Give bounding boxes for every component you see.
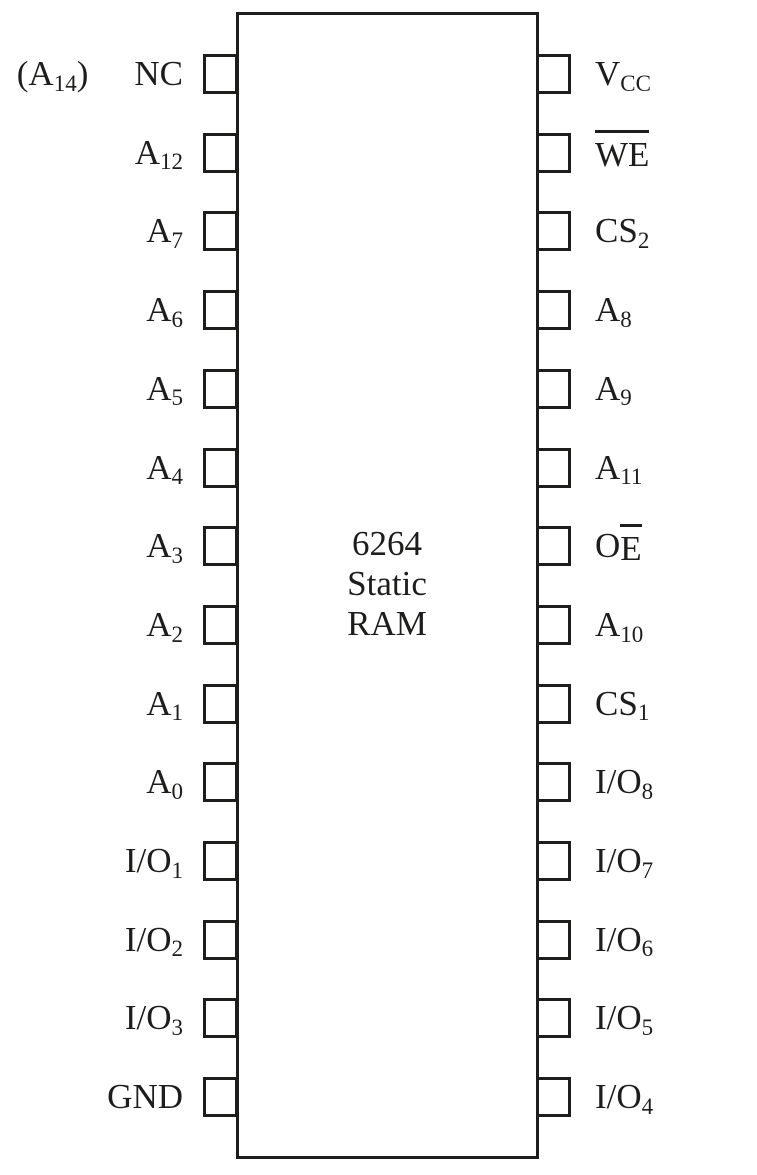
- pin-box-cs2: [536, 211, 571, 251]
- pin-box-we: [536, 133, 571, 173]
- pin-box-a4: [203, 448, 238, 488]
- pin-box-a7: [203, 211, 238, 251]
- pin-box-a2: [203, 605, 238, 645]
- pin-box-io7: [536, 841, 571, 881]
- pin-label-vcc: V CC: [595, 54, 651, 96]
- label-text: I/O: [124, 841, 172, 880]
- label-text: A: [595, 368, 621, 408]
- pin-label-a7: A 7: [146, 211, 183, 254]
- label-text: I/O: [595, 919, 642, 959]
- pin-label-a4: A 4: [146, 447, 183, 490]
- pin-box-a8: [536, 290, 571, 330]
- label-text: I/O: [595, 1077, 642, 1117]
- pin-label-a12: A 12: [134, 132, 183, 175]
- pin-box-vcc: [536, 54, 571, 94]
- chip-title-line-1: 6264: [352, 524, 422, 563]
- pin-box-oe: [536, 526, 571, 566]
- pin-label-a3: A 3: [146, 526, 183, 568]
- pin-box-a0: [203, 762, 238, 802]
- pin-label-io2: I/O 2: [124, 919, 183, 962]
- pin-box-io6: [536, 920, 571, 960]
- pin-label-a11: A 11: [595, 447, 643, 490]
- label-text: V: [595, 54, 621, 93]
- pin-label-io6: I/O 6: [595, 919, 654, 962]
- chip-title: [237, 524, 537, 644]
- pin-label-cs2: CS 2: [595, 211, 650, 254]
- pin-box-a6: [203, 290, 238, 330]
- label-text: O: [595, 526, 621, 566]
- chip-title-line-3: RAM: [347, 604, 427, 643]
- pin-box-nc: [203, 54, 238, 94]
- pin-box-a9: [536, 369, 571, 409]
- label-text: I/O: [595, 841, 642, 880]
- pin-box-a3: [203, 526, 238, 566]
- pin-label-io3: I/O 3: [124, 998, 183, 1041]
- label-text: A: [595, 604, 621, 644]
- label-text: NC: [134, 54, 183, 93]
- pin-box-io1: [203, 841, 238, 881]
- pin-label-io4: I/O 4: [595, 1077, 654, 1119]
- label-text: A: [146, 762, 172, 802]
- label-overline-text: WE: [595, 130, 649, 175]
- pin-label-io7: I/O 7: [595, 841, 654, 883]
- chip-title-line-2: Static: [347, 564, 427, 603]
- label-text: CS: [595, 211, 638, 251]
- pin-label-cs1: CS 1: [595, 683, 650, 726]
- label-text: A: [146, 526, 172, 566]
- pin-label-a9: A 9: [595, 368, 632, 411]
- pin-label-oe: [595, 524, 757, 568]
- label-overline-text: E: [620, 524, 641, 569]
- pin-box-io5: [536, 998, 571, 1038]
- label-text: (A: [16, 54, 54, 93]
- label-spacer: [88, 74, 134, 75]
- pin-box-io3: [203, 998, 238, 1038]
- pin-box-a1: [203, 684, 238, 724]
- label-text: CS: [595, 683, 638, 723]
- pin-label-we: [595, 131, 757, 175]
- label-text: A: [595, 290, 621, 330]
- pin-box-a10: [536, 605, 571, 645]
- label-text: A: [595, 447, 621, 487]
- pin-box-a11: [536, 448, 571, 488]
- label-text: A: [146, 211, 172, 251]
- pin-label-io1: I/O 1: [124, 841, 183, 883]
- label-text: A: [146, 604, 172, 644]
- pin-box-gnd: [203, 1077, 238, 1117]
- pin-label-a8: A 8: [595, 290, 632, 332]
- label-text: I/O: [595, 998, 642, 1038]
- pin-label-io8: I/O 8: [595, 762, 654, 804]
- label-text: A: [146, 683, 172, 723]
- pin-label-a1: A 1: [146, 683, 183, 726]
- pin-box-io8: [536, 762, 571, 802]
- label-text: I/O: [124, 998, 172, 1038]
- label-text: I/O: [595, 762, 642, 802]
- label-text: ): [76, 54, 89, 93]
- pin-label-gnd: [0, 1075, 183, 1119]
- pin-label-a5: A 5: [146, 368, 183, 411]
- label-text: A: [134, 132, 160, 172]
- pin-label-nc: (A 14 ) NC: [16, 54, 183, 96]
- pin-box-io2: [203, 920, 238, 960]
- pin-label-a0: A 0: [146, 762, 183, 804]
- label-text: A: [146, 447, 172, 487]
- pin-box-cs1: [536, 684, 571, 724]
- pin-label-a10: A 10: [595, 604, 644, 647]
- pin-box-a5: [203, 369, 238, 409]
- label-text: A: [146, 290, 172, 330]
- label-text: GND: [107, 1077, 183, 1117]
- label-text: I/O: [124, 919, 172, 959]
- pin-label-a6: A 6: [146, 290, 183, 332]
- pin-label-io5: I/O 5: [595, 998, 654, 1041]
- pin-box-a12: [203, 133, 238, 173]
- pin-box-io4: [536, 1077, 571, 1117]
- pin-label-a2: A 2: [146, 604, 183, 647]
- label-text: A: [146, 368, 172, 408]
